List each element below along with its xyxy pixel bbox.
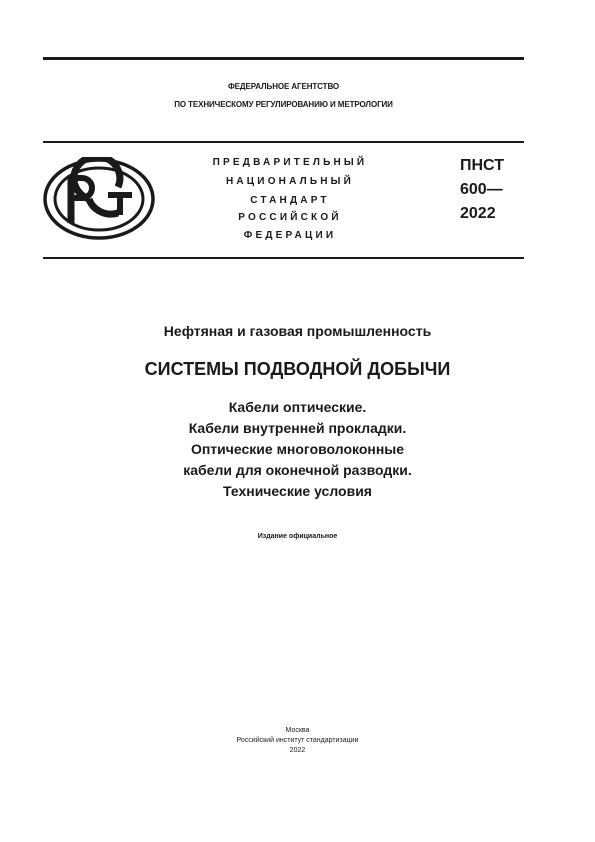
description-line: кабели для оконечной разводки. bbox=[183, 462, 412, 478]
agency-name-line2: ПО ТЕХНИЧЕСКОМУ РЕГУЛИРОВАНИЮ И МЕТРОЛОГИИ bbox=[174, 100, 393, 109]
top-rule bbox=[43, 57, 524, 60]
description-line: Технические условия bbox=[223, 483, 372, 499]
description-line: Кабели оптические. bbox=[228, 399, 367, 415]
edition-note: Издание официальное bbox=[257, 533, 338, 540]
standard-type-line: НАЦИОНАЛЬНЫЙ bbox=[225, 176, 355, 187]
designation-year: 2022 bbox=[460, 205, 496, 222]
standard-type-line: СТАНДАРТ bbox=[250, 195, 330, 206]
agency-name-line1: ФЕДЕРАЛЬНОЕ АГЕНТСТВО bbox=[227, 82, 340, 91]
description-line: Кабели внутренней прокладки. bbox=[188, 420, 407, 436]
description-line: Оптические многоволоконные bbox=[190, 441, 405, 457]
footer-city: Москва bbox=[285, 727, 310, 734]
document-title: СИСТЕМЫ ПОДВОДНОЙ ДОБЫЧИ bbox=[144, 359, 451, 379]
designation-number: 600— bbox=[460, 181, 503, 198]
designation-prefix: ПНСТ bbox=[460, 157, 504, 174]
bottom-rule bbox=[43, 257, 524, 259]
document-subtitle: Нефтяная и газовая промышленность bbox=[163, 323, 432, 339]
standard-type-line: ФЕДЕРАЦИИ bbox=[243, 230, 337, 241]
footer-year: 2022 bbox=[289, 747, 306, 754]
rst-mark-icon bbox=[42, 157, 156, 241]
standard-type-line: РОССИЙСКОЙ bbox=[238, 212, 342, 223]
footer-publisher: Российский институт стандартизации bbox=[236, 737, 359, 744]
standard-type-line: ПРЕДВАРИТЕЛЬНЫЙ bbox=[212, 157, 368, 168]
middle-rule bbox=[43, 141, 524, 143]
